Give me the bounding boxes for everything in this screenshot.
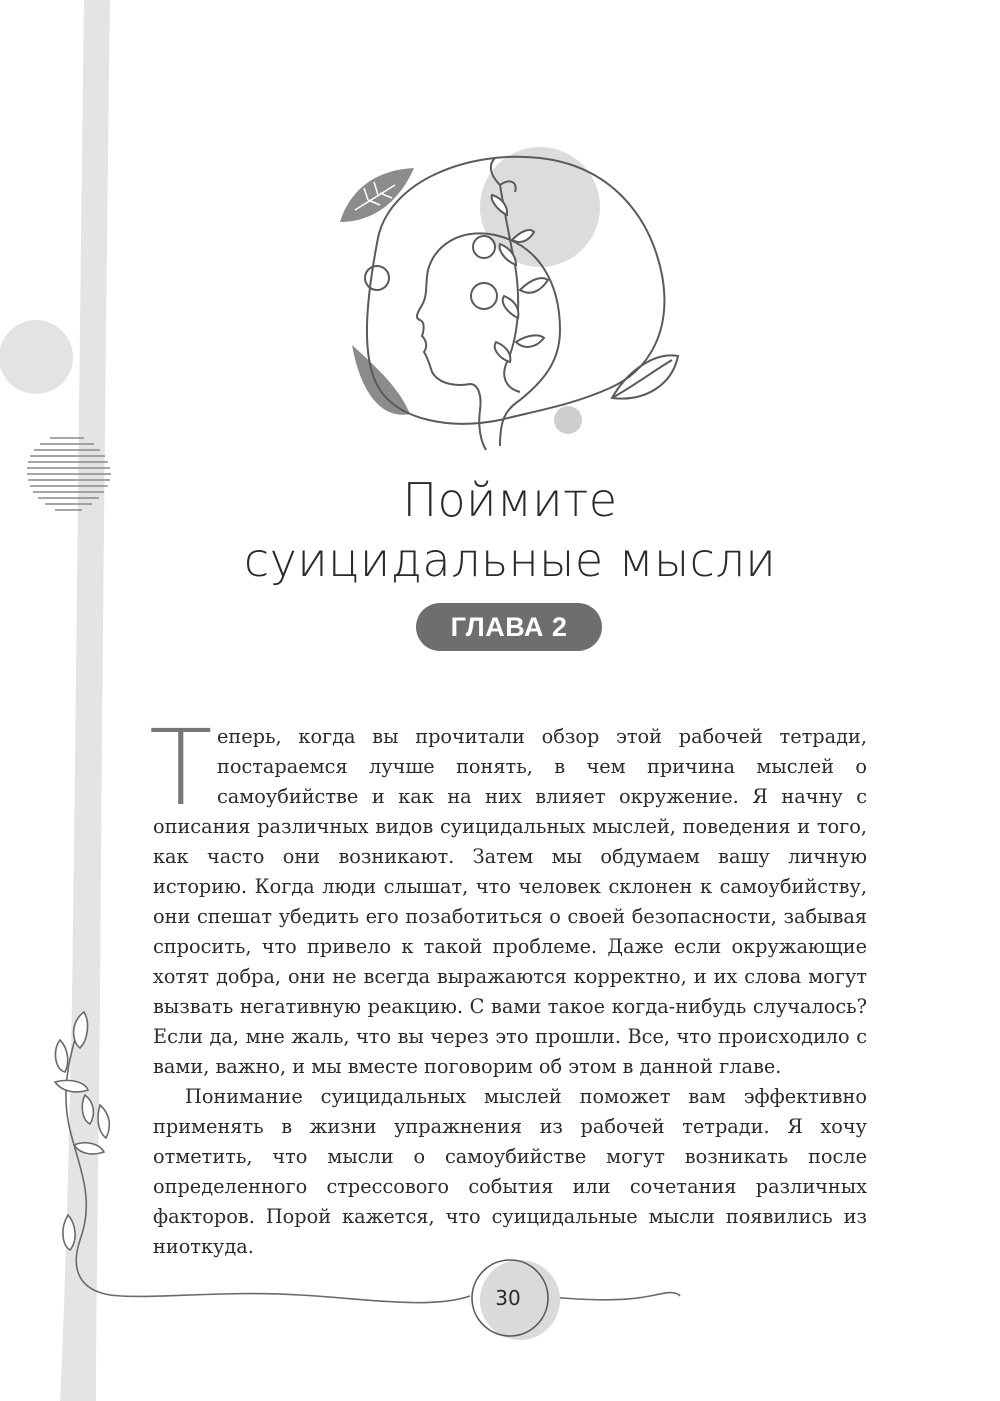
chapter-title-line1: Поймите [402, 473, 618, 527]
paragraph-2: Понимание суицидальных мыслей поможет вам эффективно применять в жизни упражнения из рабочей тетради. Я хочу отметить, что мысли о самоубийстве могут возникать после определенного стрессового события или сочетания различных факторов. Порой кажется, что суицидальные мысли появились из ниоткуда. [153, 1085, 867, 1258]
gray-circle [0, 320, 73, 394]
drop-cap: Т [149, 707, 213, 829]
chapter-title [120, 470, 900, 590]
chapter-badge [416, 603, 602, 651]
paragraph-1-text: еперь, когда вы прочитали обзор этой рабочей тетради, постараемся лучше понять, в чем причина мыслей о самоубийстве и как на них влияет окружение. Я начну с описания различных видов суицидальных мыслей, поведения и того, как часто они возникают. Затем мы обдумаем вашу личную историю. Когда люди слышат, что человек склонен к самоубийству, они спешат убедить его позаботиться о своей безопасности, забывая спросить, что привело к такой проблеме. Даже если окружающие хотят добра, они не всегда выражаются корректно, и их слова могут вызвать негативную реакцию. С вами такое когда-нибудь случалось? Если да, мне жаль, что вы через это прошли. Все, что происходило с вами, важно, и мы вместе поговорим об этом в данной главе. [153, 725, 867, 1078]
chapter-label: ГЛАВА 2 [450, 611, 568, 642]
chapter-title-line2: суицидальные мысли [243, 533, 777, 587]
page-number: 30 [495, 1286, 521, 1310]
paragraph-1 [149, 707, 867, 1082]
head-leaves-illustration [340, 147, 678, 450]
body-text [149, 707, 867, 1262]
